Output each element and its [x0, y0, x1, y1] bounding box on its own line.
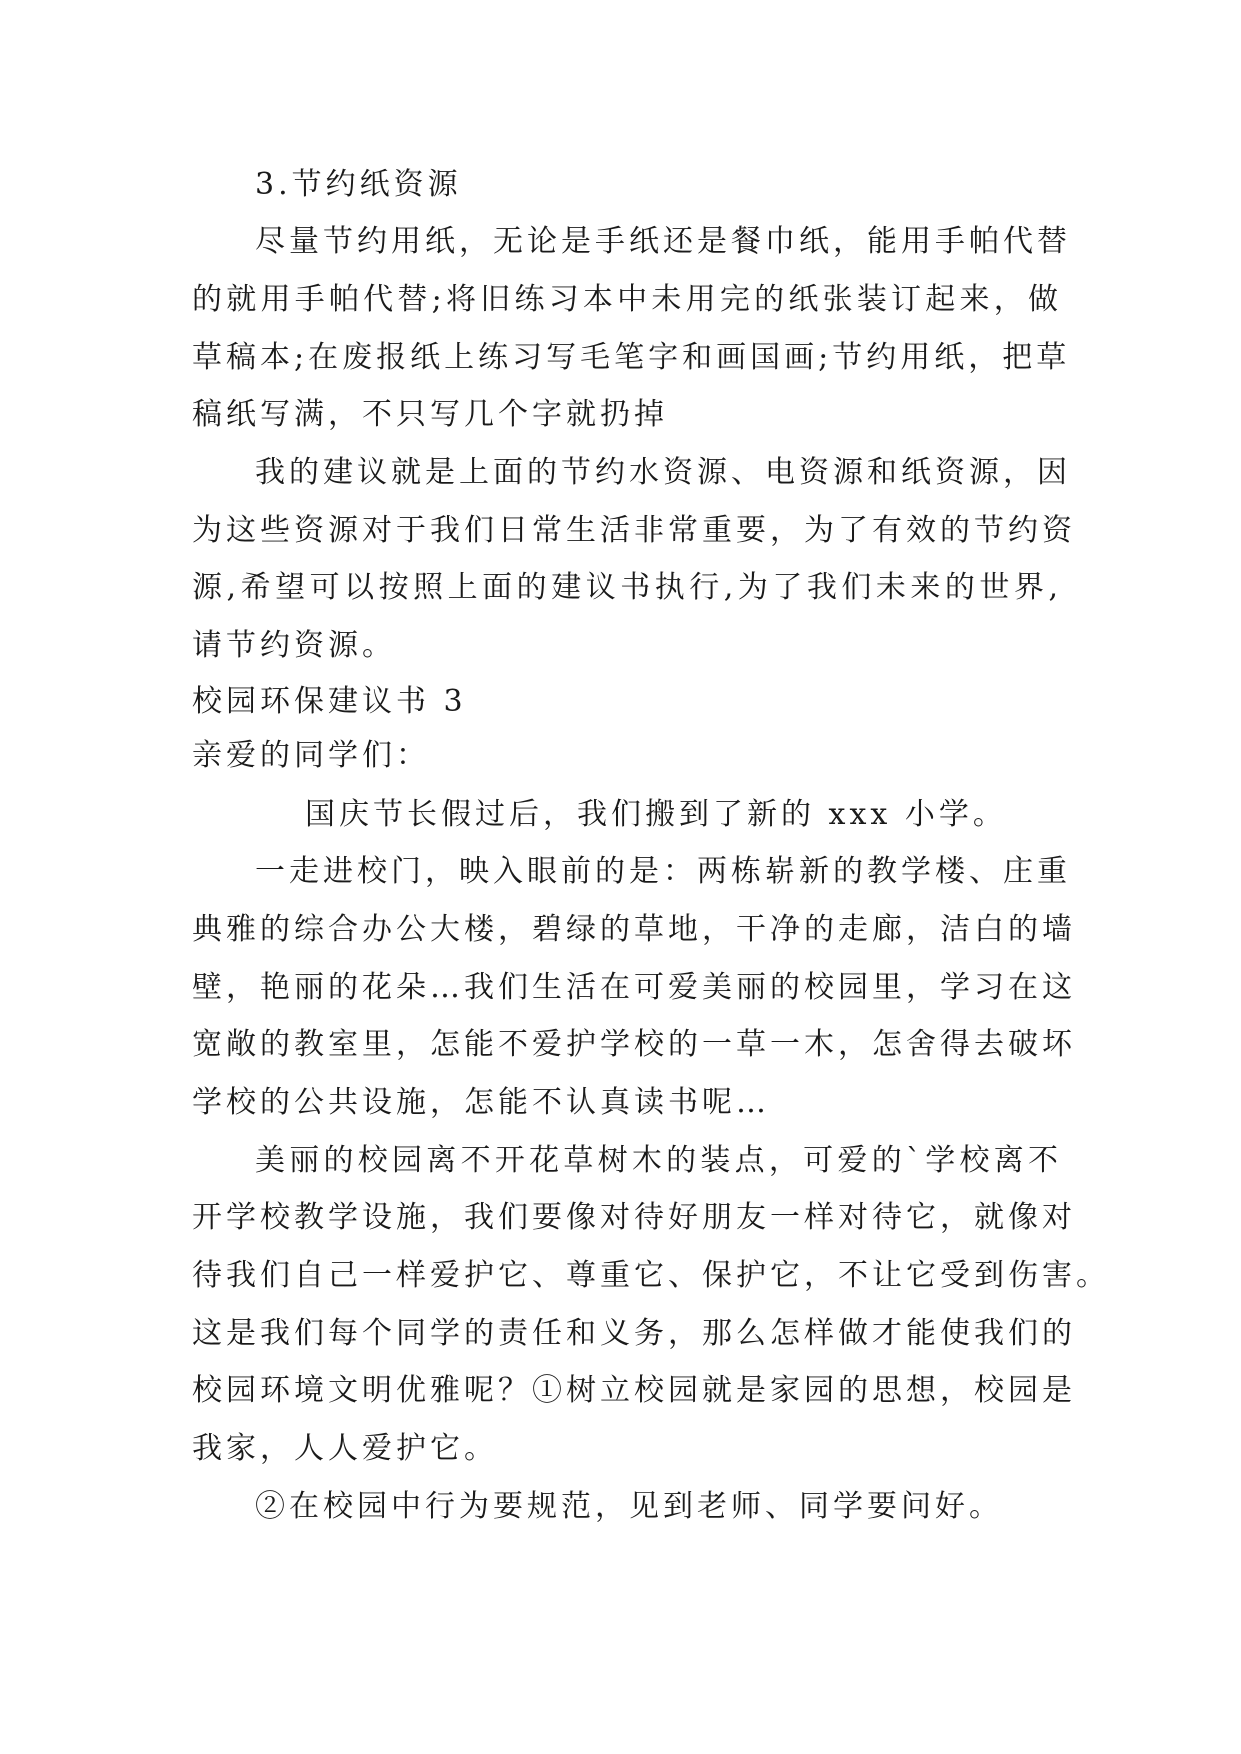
paragraph-line: ②在校园中行为要规范，见到老师、同学要问好。	[255, 1489, 1003, 1524]
paragraph-line: 壁，艳丽的花朵…我们生活在可爱美丽的校园里，学习在这	[192, 970, 1076, 1005]
section-heading: 3.节约纸资源	[255, 167, 462, 202]
paragraph-line: 为这些资源对于我们日常生活非常重要，为了有效的节约资	[192, 513, 1076, 548]
paragraph-line: 稿纸写满，不只写几个字就扔掉	[192, 397, 668, 432]
paragraph-line: 学校的公共设施，怎能不认真读书呢…	[192, 1085, 770, 1120]
paragraph-line: 开学校教学设施，我们要像对待好朋友一样对待它，就像对	[192, 1200, 1076, 1235]
paragraph-line: 我的建议就是上面的节约水资源、电资源和纸资源，因	[255, 455, 1071, 490]
document-title: 校园环保建议书 3	[192, 684, 467, 719]
paragraph-line: 源,希望可以按照上面的建议书执行,为了我们未来的世界,	[192, 570, 1062, 605]
paragraph-line: 请节约资源。	[192, 628, 396, 663]
paragraph-line: 的就用手帕代替;将旧练习本中未用完的纸张装订起来，做	[192, 282, 1062, 317]
paragraph-line: 美丽的校园离不开花草树木的装点，可爱的`学校离不	[255, 1143, 1062, 1178]
paragraph-line: 国庆节长假过后，我们搬到了新的 xxx 小学。	[305, 797, 1007, 832]
paragraph-line: 尽量节约用纸，无论是手纸还是餐巾纸，能用手帕代替	[255, 224, 1071, 259]
paragraph-line: 宽敞的教室里，怎能不爱护学校的一草一木，怎舍得去破坏	[192, 1027, 1076, 1062]
paragraph-line: 校园环境文明优雅呢？①树立校园就是家园的思想，校园是	[192, 1373, 1076, 1408]
salutation: 亲爱的同学们：	[192, 738, 430, 773]
paragraph-line: 待我们自己一样爱护它、尊重它、保护它，不让它受到伤害。	[192, 1258, 1110, 1293]
paragraph-line: 我家，人人爱护它。	[192, 1431, 498, 1466]
paragraph-line: 典雅的综合办公大楼，碧绿的草地，干净的走廊，洁白的墙	[192, 912, 1076, 947]
paragraph-line: 这是我们每个同学的责任和义务，那么怎样做才能使我们的	[192, 1316, 1076, 1351]
paragraph-line: 一走进校门，映入眼前的是：两栋崭新的教学楼、庄重	[255, 854, 1071, 889]
paragraph-line: 草稿本;在废报纸上练习写毛笔字和画国画;节约用纸，把草	[192, 340, 1071, 375]
